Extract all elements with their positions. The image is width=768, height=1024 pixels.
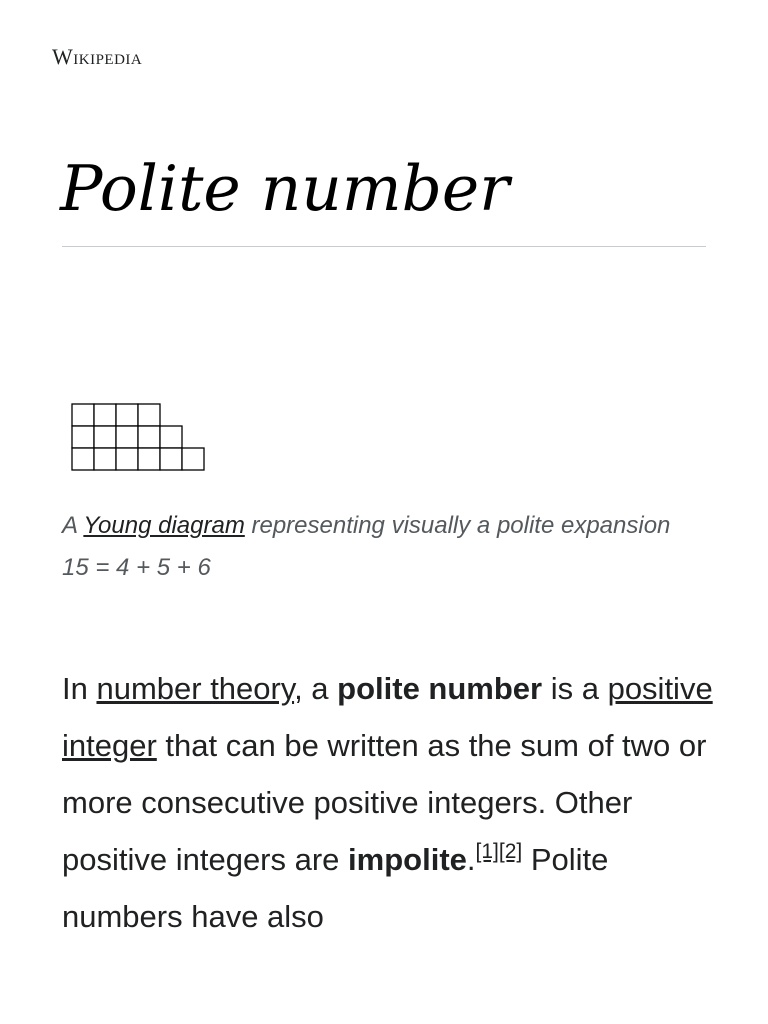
link-number-theory[interactable]: number theory [96,671,295,706]
wikipedia-wordmark[interactable]: Wikipedia [52,44,143,69]
reference-1[interactable] [476,840,499,863]
caption-text-suffix: representing visually a polite expansion 15 = 4 + 5 + 6 [62,512,671,581]
reference-link-2[interactable]: [2] [498,840,523,863]
young-diagram-cell [138,404,160,426]
young-diagram-cell [182,448,204,470]
reference-2[interactable] [499,840,522,863]
intro-text: . [466,842,476,877]
young-diagram-image[interactable] [71,403,205,473]
young-diagram-cell [116,448,138,470]
link-young-diagram[interactable]: Young diagram [83,512,245,539]
term-polite-number: polite number [337,671,543,706]
young-diagram-cell [116,404,138,426]
young-diagram-cell [116,426,138,448]
young-diagram-cell [94,404,116,426]
figure-caption [62,505,682,589]
young-diagram-cell [160,448,182,470]
young-diagram-cell [72,448,94,470]
intro-paragraph [62,660,722,945]
young-diagram-cell [94,426,116,448]
reference-link-1[interactable]: [1] [475,840,499,863]
young-diagram-cell [94,448,116,470]
young-diagram-cell [72,404,94,426]
title-divider [62,246,706,247]
intro-text: Polite numbers have also [62,842,609,934]
intro-text: is a [542,671,608,706]
young-diagram-cell [138,426,160,448]
young-diagram-cell [72,426,94,448]
intro-text: that can be written as the sum of two or more consecutive positive integers. Other positive integers are [62,728,707,877]
young-diagram-cell [138,448,160,470]
term-impolite: impolite [348,842,467,877]
page-title: Polite number [60,152,510,225]
young-diagram-figure[interactable] [71,403,205,478]
intro-text: In [62,671,97,706]
caption-text-prefix: A [62,512,84,539]
young-diagram-cell [160,426,182,448]
intro-text: , a [294,671,338,706]
link-positive-integer[interactable]: positive integer [62,671,713,763]
